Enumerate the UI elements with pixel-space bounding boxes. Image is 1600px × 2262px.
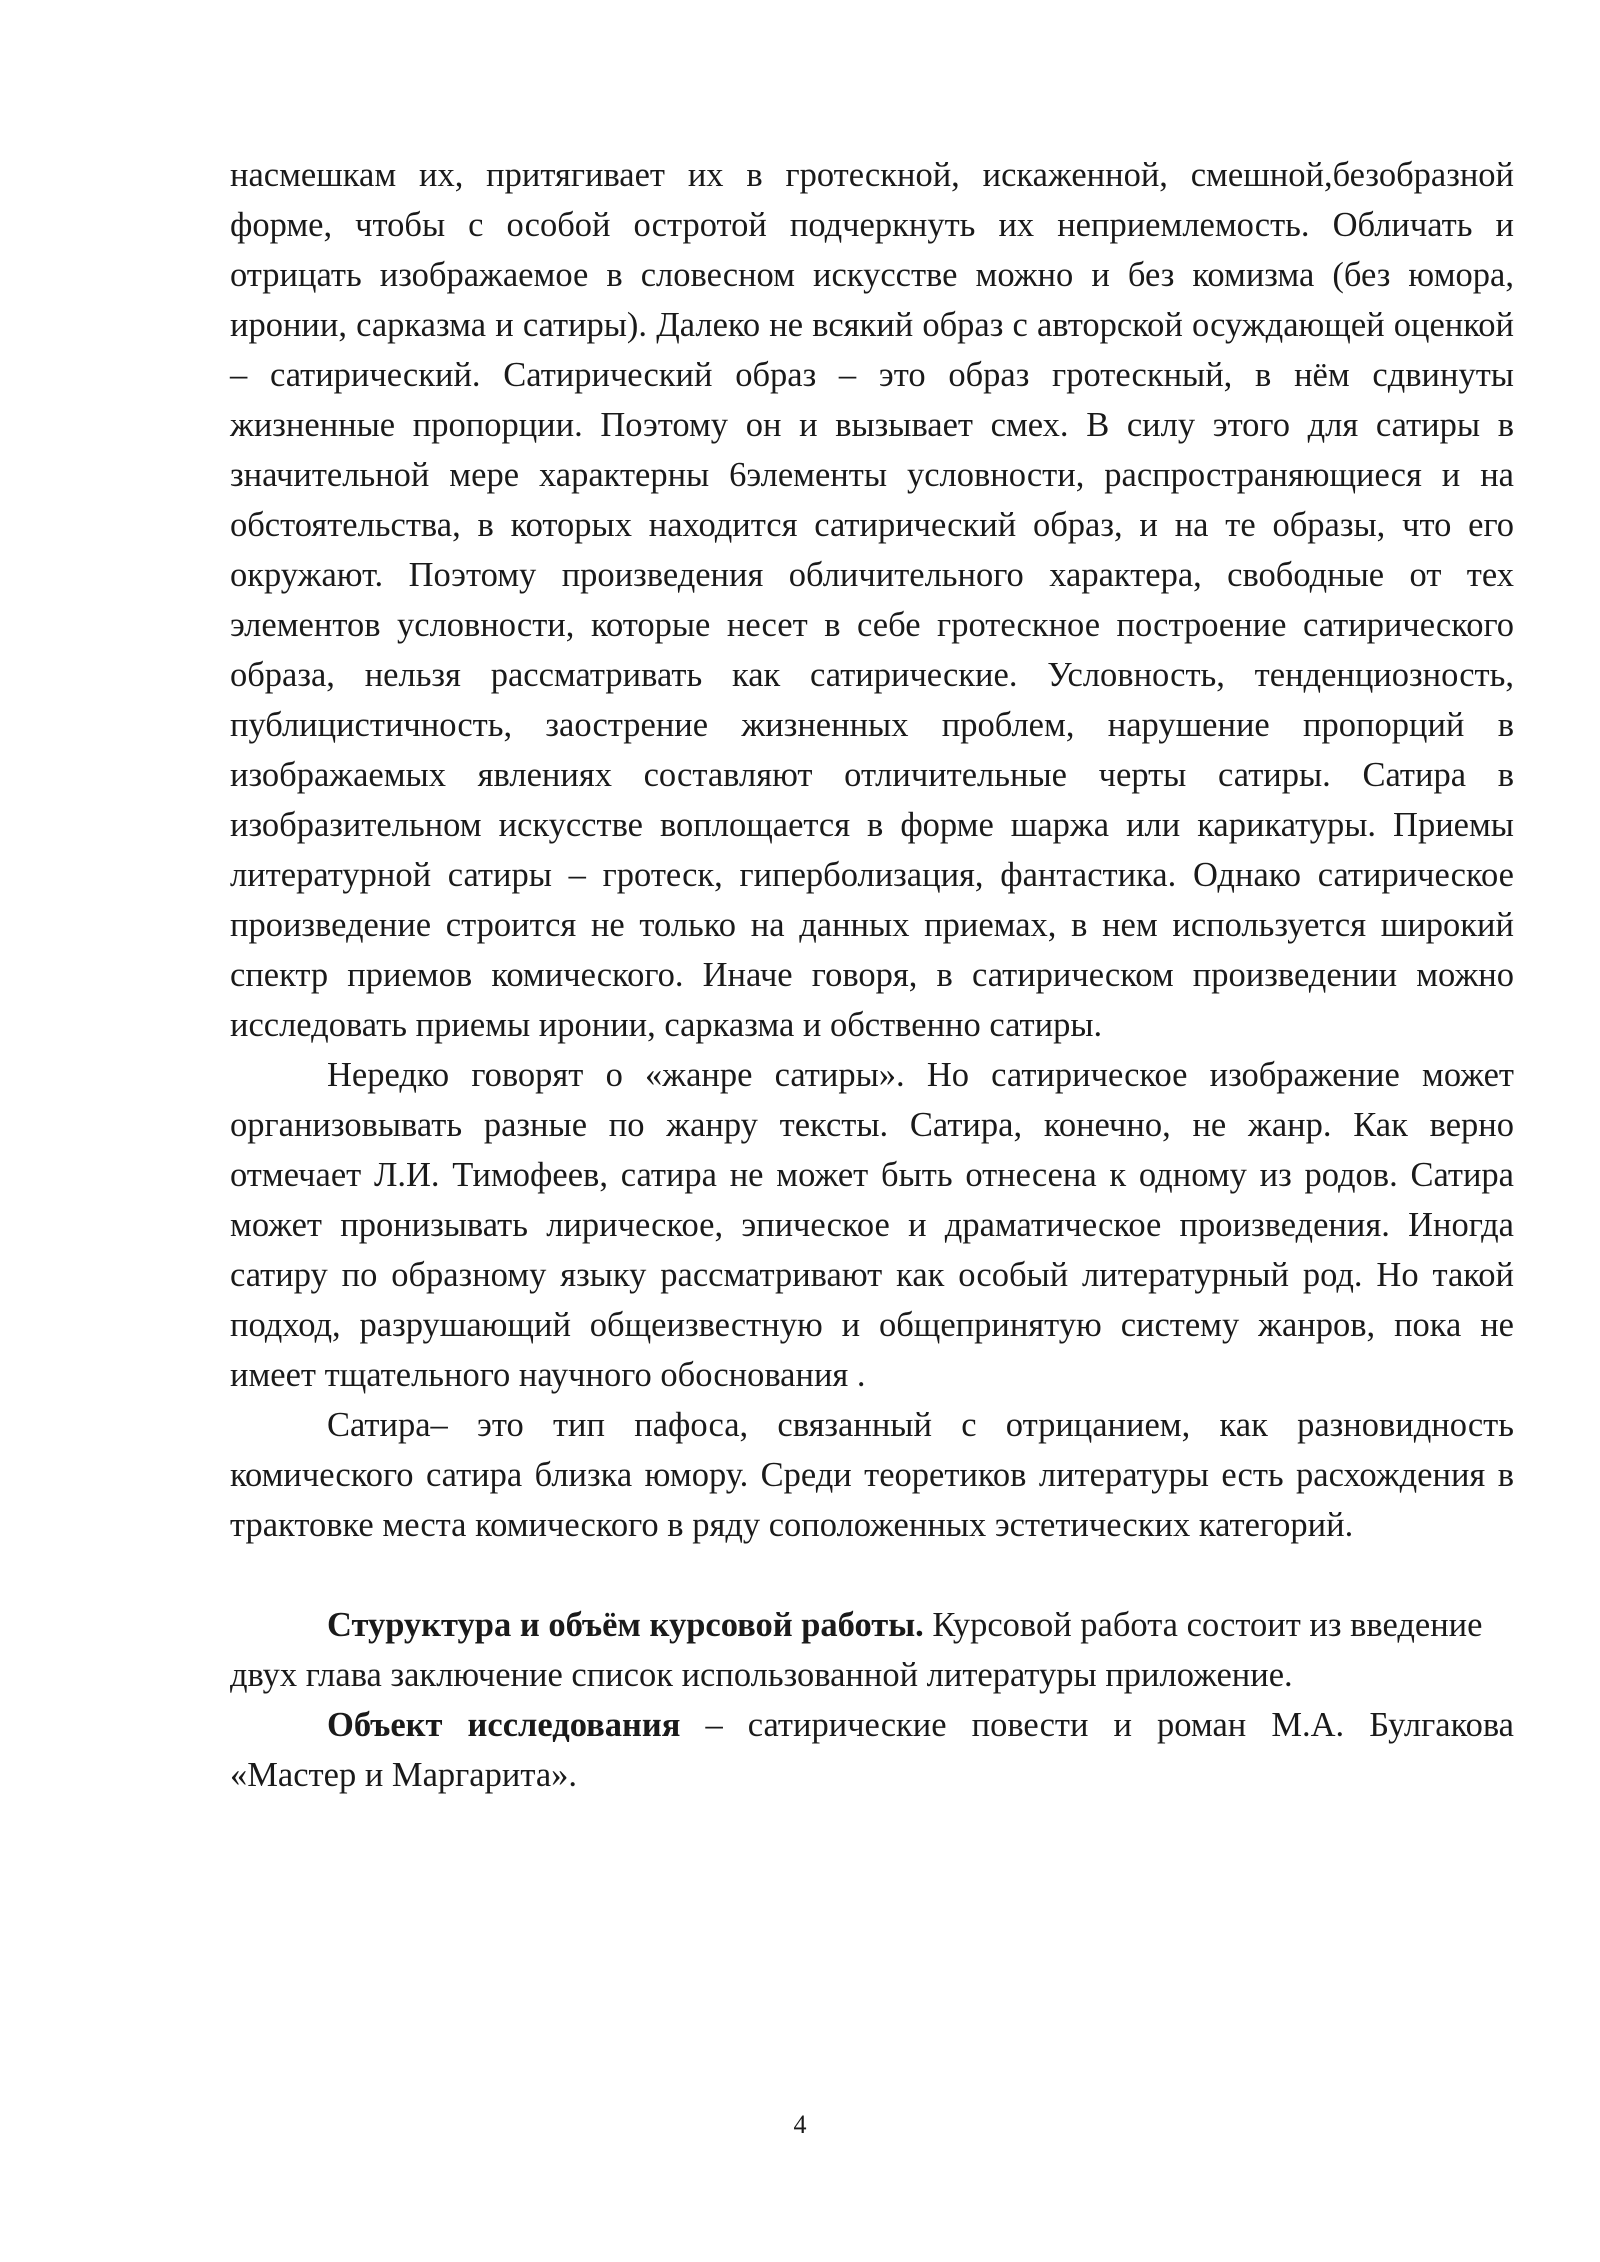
structure-text: Курсовой работа состоит из введение двух глава заключение список использованной литературы приложение. xyxy=(230,1606,1483,1694)
structure-paragraph xyxy=(230,1600,1514,1700)
structure-heading: Стуруктура и объём курсовой работы. xyxy=(327,1606,924,1644)
paragraph-spacer xyxy=(230,1550,1514,1600)
object-paragraph xyxy=(230,1700,1514,1800)
body-paragraph-1: насмешкам их, притягивает их в гротескной, искаженной, смешной,безобразной форме, чтобы с особой остротой подчеркнуть их неприемлемость. Обличать и отрицать изображаемое в словесном искусстве можно и без комизма (без юмора, иронии, сарказма и сатиры). Далеко не всякий образ с авторской осуждающей оценкой – сатирический. Сатирический образ – это образ гротескный, в нём сдвинуты жизненные пропорции. Поэтому он и вызывает смех. В силу этого для сатиры в значительной мере характерны 6элементы условности, распространяющиеся и на обстоятельства, в которых находится сатирический образ, и на те образы, что его окружают. Поэтому произведения обличительного характера, свободные от тех элементов условности, которые несет в себе гротескное построение сатирического образа, нельзя рассматривать как сатирические. Условность, тенденциозность, публицистичность, заострение жизненных проблем, нарушение пропорций в изображаемых явлениях составляют отличительные черты сатиры. Сатира в изобразительном искусстве воплощается в форме шаржа или карикатуры. Приемы литературной сатиры – гротеск, гиперболизация, фантастика. Однако сатирическое произведение строится не только на данных приемах, в нем используется широкий спектр приемов комического. Иначе говоря, в сатирическом произведении можно исследовать приемы иронии, сарказма и обственно сатиры. xyxy=(230,156,1514,1044)
page-number: 4 xyxy=(793,2110,807,2139)
body-paragraph-2: Нередко говорят о «жанре сатиры». Но сатирическое изображение может организовывать разные по жанру тексты. Сатира, конечно, не жанр. Как верно отмечает Л.И. Тимофеев, сатира не может быть отнесена к одному из родов. Сатира может пронизывать лирическое, эпическое и драматическое произведения. Иногда сатиру по образному языку рассматривают как особый литературный род. Но такой подход, разрушающий общеизвестную и общепринятую систему жанров, пока не имеет тщательного научного обоснования . xyxy=(230,1056,1514,1394)
body-paragraph-3: Сатира– это тип пафоса, связанный с отрицанием, как разновидность комического сатира близка юмору. Среди теоретиков литературы есть расхождения в трактовке места комического в ряду соположенных эстетических категорий. xyxy=(230,1406,1514,1544)
document-page xyxy=(230,150,1514,1800)
object-text: – сатирические повести и роман М.А. Булгакова «Мастер и Маргарита». xyxy=(230,1706,1514,1794)
object-heading: Объект исследования xyxy=(327,1706,681,1744)
